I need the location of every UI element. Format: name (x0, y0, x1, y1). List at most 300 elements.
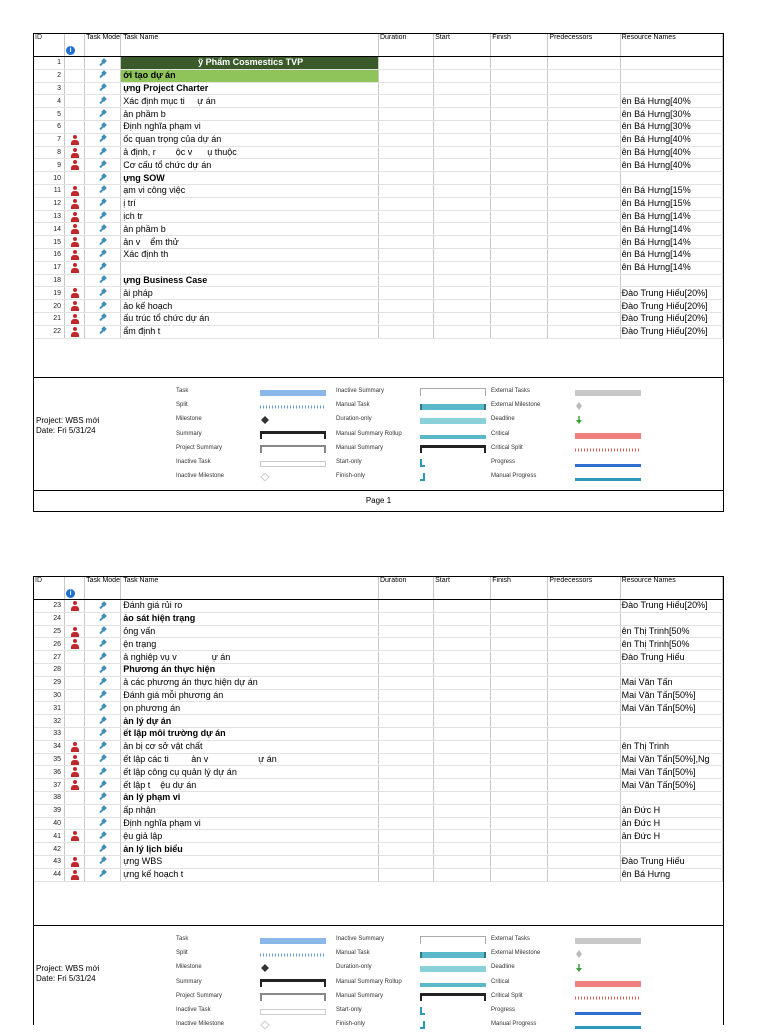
pred-cell[interactable] (548, 184, 620, 197)
resource-names-cell[interactable]: ên Bá Hưng[15% (620, 184, 722, 197)
dur-cell[interactable] (378, 638, 433, 651)
dur-cell[interactable] (378, 108, 433, 121)
task-name-cell[interactable]: ựng WBS (121, 855, 379, 868)
fin-cell[interactable] (491, 804, 548, 817)
dur-cell[interactable] (378, 184, 433, 197)
task-name-cell[interactable]: ả nghiệp vụ v ự án (121, 651, 379, 664)
resource-names-cell[interactable] (620, 727, 722, 740)
dur-cell[interactable] (378, 689, 433, 702)
pred-cell[interactable] (548, 625, 620, 638)
dur-cell[interactable] (378, 69, 433, 82)
dur-cell[interactable] (378, 817, 433, 830)
dur-cell[interactable] (378, 120, 433, 133)
start-cell[interactable] (434, 804, 491, 817)
fin-cell[interactable] (491, 638, 548, 651)
resource-names-cell[interactable]: Mai Văn Tấn[50%] (620, 689, 722, 702)
dur-cell[interactable] (378, 715, 433, 728)
task-name-cell[interactable]: Đánh giá rủi ro (121, 600, 379, 613)
pred-cell[interactable] (548, 223, 620, 236)
pred-cell[interactable] (548, 261, 620, 274)
resource-names-cell[interactable] (620, 791, 722, 804)
start-cell[interactable] (434, 274, 491, 287)
table-row[interactable] (34, 133, 723, 146)
table-row[interactable] (34, 261, 723, 274)
fin-cell[interactable] (491, 868, 548, 881)
table-row[interactable] (34, 663, 723, 676)
task-name-cell[interactable]: ịch tr (121, 210, 379, 223)
resource-names-cell[interactable]: Đào Trung Hiếu (620, 651, 722, 664)
table-row[interactable] (34, 715, 723, 728)
table-row[interactable] (34, 300, 723, 313)
start-cell[interactable] (434, 817, 491, 830)
dur-cell[interactable] (378, 753, 433, 766)
start-cell[interactable] (434, 312, 491, 325)
pred-cell[interactable] (548, 248, 620, 261)
table-row[interactable] (34, 676, 723, 689)
start-cell[interactable] (434, 133, 491, 146)
fin-cell[interactable] (491, 184, 548, 197)
fin-cell[interactable] (491, 159, 548, 172)
start-cell[interactable] (434, 663, 491, 676)
task-name-cell[interactable]: ản phầm b (121, 223, 379, 236)
pred-cell[interactable] (548, 95, 620, 108)
start-cell[interactable] (434, 766, 491, 779)
dur-cell[interactable] (378, 779, 433, 792)
start-cell[interactable] (434, 69, 491, 82)
fin-cell[interactable] (491, 625, 548, 638)
resource-names-cell[interactable]: ên Bá Hưng[40% (620, 133, 722, 146)
start-cell[interactable] (434, 261, 491, 274)
dur-cell[interactable] (378, 740, 433, 753)
table-row[interactable] (34, 702, 723, 715)
resource-names-cell[interactable]: ên Bá Hưng[40% (620, 146, 722, 159)
pred-cell[interactable] (548, 817, 620, 830)
pred-cell[interactable] (548, 868, 620, 881)
pred-cell[interactable] (548, 676, 620, 689)
fin-cell[interactable] (491, 210, 548, 223)
start-cell[interactable] (434, 197, 491, 210)
start-cell[interactable] (434, 612, 491, 625)
start-cell[interactable] (434, 95, 491, 108)
table-row[interactable] (34, 159, 723, 172)
dur-cell[interactable] (378, 274, 433, 287)
task-name-cell[interactable]: ết lập các ti ản v ự án (121, 753, 379, 766)
task-name-cell[interactable]: ỹ Phẩm Cosmestics TVP (121, 57, 379, 70)
fin-cell[interactable] (491, 817, 548, 830)
task-name-cell[interactable]: ới tạo dự án (121, 69, 379, 82)
task-name-cell[interactable]: ựng SOW (121, 172, 379, 185)
resource-names-cell[interactable] (620, 82, 722, 95)
fin-cell[interactable] (491, 108, 548, 121)
pred-cell[interactable] (548, 753, 620, 766)
dur-cell[interactable] (378, 843, 433, 856)
resource-names-cell[interactable]: Mai Văn Tấn[50%] (620, 779, 722, 792)
fin-cell[interactable] (491, 600, 548, 613)
task-name-cell[interactable]: ảo kế hoạch (121, 300, 379, 313)
start-cell[interactable] (434, 600, 491, 613)
start-cell[interactable] (434, 727, 491, 740)
table-row[interactable] (34, 625, 723, 638)
start-cell[interactable] (434, 287, 491, 300)
fin-cell[interactable] (491, 300, 548, 313)
start-cell[interactable] (434, 159, 491, 172)
fin-cell[interactable] (491, 791, 548, 804)
pred-cell[interactable] (548, 612, 620, 625)
resource-names-cell[interactable]: ên Thị Trinh (620, 740, 722, 753)
table-row[interactable] (34, 600, 723, 613)
table-row[interactable] (34, 312, 723, 325)
dur-cell[interactable] (378, 325, 433, 338)
resource-names-cell[interactable] (620, 69, 722, 82)
resource-names-cell[interactable]: Đào Trung Hiếu[20%] (620, 600, 722, 613)
fin-cell[interactable] (491, 855, 548, 868)
resource-names-cell[interactable]: ên Bá Hưng[40% (620, 95, 722, 108)
pred-cell[interactable] (548, 120, 620, 133)
dur-cell[interactable] (378, 830, 433, 843)
task-name-cell[interactable]: ạm vi công việc (121, 184, 379, 197)
pred-cell[interactable] (548, 638, 620, 651)
pred-cell[interactable] (548, 210, 620, 223)
fin-cell[interactable] (491, 779, 548, 792)
fin-cell[interactable] (491, 133, 548, 146)
resource-names-cell[interactable]: Mai Văn Tấn[50%],Ng (620, 753, 722, 766)
resource-names-cell[interactable]: ên Bá Hưng[40% (620, 159, 722, 172)
task-name-cell[interactable]: ả định, r ộc v ụ thuộc (121, 146, 379, 159)
resource-names-cell[interactable] (620, 612, 722, 625)
dur-cell[interactable] (378, 791, 433, 804)
table-row[interactable] (34, 108, 723, 121)
start-cell[interactable] (434, 753, 491, 766)
table-row[interactable] (34, 69, 723, 82)
start-cell[interactable] (434, 184, 491, 197)
dur-cell[interactable] (378, 261, 433, 274)
start-cell[interactable] (434, 638, 491, 651)
resource-names-cell[interactable]: Mai Văn Tấn[50%] (620, 702, 722, 715)
dur-cell[interactable] (378, 676, 433, 689)
fin-cell[interactable] (491, 702, 548, 715)
fin-cell[interactable] (491, 753, 548, 766)
start-cell[interactable] (434, 146, 491, 159)
resource-names-cell[interactable]: ên Bá Hưng[30% (620, 120, 722, 133)
pred-cell[interactable] (548, 689, 620, 702)
fin-cell[interactable] (491, 676, 548, 689)
task-name-cell[interactable]: ản phầm b (121, 108, 379, 121)
pred-cell[interactable] (548, 159, 620, 172)
task-name-cell[interactable] (121, 261, 379, 274)
resource-names-cell[interactable]: ản Đức H (620, 804, 722, 817)
pred-cell[interactable] (548, 843, 620, 856)
start-cell[interactable] (434, 791, 491, 804)
pred-cell[interactable] (548, 804, 620, 817)
task-name-cell[interactable]: ẩm định t (121, 325, 379, 338)
table-row[interactable] (34, 727, 723, 740)
pred-cell[interactable] (548, 663, 620, 676)
table-row[interactable] (34, 855, 723, 868)
dur-cell[interactable] (378, 612, 433, 625)
table-row[interactable] (34, 740, 723, 753)
pred-cell[interactable] (548, 855, 620, 868)
table-row[interactable] (34, 172, 723, 185)
dur-cell[interactable] (378, 197, 433, 210)
start-cell[interactable] (434, 715, 491, 728)
task-name-cell[interactable]: Định nghĩa phạm vi (121, 817, 379, 830)
task-name-cell[interactable]: ết lập môi trường dự án (121, 727, 379, 740)
start-cell[interactable] (434, 325, 491, 338)
fin-cell[interactable] (491, 663, 548, 676)
dur-cell[interactable] (378, 727, 433, 740)
pred-cell[interactable] (548, 146, 620, 159)
task-name-cell[interactable]: ải pháp (121, 287, 379, 300)
start-cell[interactable] (434, 57, 491, 70)
table-row[interactable] (34, 868, 723, 881)
dur-cell[interactable] (378, 95, 433, 108)
task-name-cell[interactable]: ản bị cơ sở vật chất (121, 740, 379, 753)
dur-cell[interactable] (378, 210, 433, 223)
pred-cell[interactable] (548, 172, 620, 185)
task-name-cell[interactable]: ết lập công cụ quản lý dự án (121, 766, 379, 779)
table-row[interactable] (34, 197, 723, 210)
resource-names-cell[interactable]: ên Thị Trinh[50% (620, 625, 722, 638)
task-name-cell[interactable]: ảo sát hiện trạng (121, 612, 379, 625)
task-name-cell[interactable]: ọn phương án (121, 702, 379, 715)
pred-cell[interactable] (548, 830, 620, 843)
table-row[interactable] (34, 223, 723, 236)
start-cell[interactable] (434, 676, 491, 689)
table-row[interactable] (34, 184, 723, 197)
pred-cell[interactable] (548, 779, 620, 792)
start-cell[interactable] (434, 855, 491, 868)
start-cell[interactable] (434, 740, 491, 753)
table-row[interactable] (34, 82, 723, 95)
table-row[interactable] (34, 248, 723, 261)
start-cell[interactable] (434, 82, 491, 95)
fin-cell[interactable] (491, 312, 548, 325)
pred-cell[interactable] (548, 197, 620, 210)
resource-names-cell[interactable] (620, 715, 722, 728)
dur-cell[interactable] (378, 625, 433, 638)
resource-names-cell[interactable]: Đào Trung Hiếu[20%] (620, 325, 722, 338)
task-name-cell[interactable]: ản lý dự án (121, 715, 379, 728)
task-name-cell[interactable]: ựng kế hoạch t (121, 868, 379, 881)
resource-names-cell[interactable]: ản Đức H (620, 817, 722, 830)
resource-names-cell[interactable]: Đào Trung Hiếu[20%] (620, 300, 722, 313)
fin-cell[interactable] (491, 689, 548, 702)
task-name-cell[interactable]: ệu giả lập (121, 830, 379, 843)
resource-names-cell[interactable]: ên Bá Hưng[14% (620, 210, 722, 223)
start-cell[interactable] (434, 843, 491, 856)
dur-cell[interactable] (378, 868, 433, 881)
task-name-cell[interactable]: Định nghĩa phạm vi (121, 120, 379, 133)
pred-cell[interactable] (548, 702, 620, 715)
table-row[interactable] (34, 287, 723, 300)
task-name-cell[interactable]: ị trí (121, 197, 379, 210)
start-cell[interactable] (434, 236, 491, 249)
fin-cell[interactable] (491, 82, 548, 95)
dur-cell[interactable] (378, 133, 433, 146)
resource-names-cell[interactable]: ên Bá Hưng (620, 868, 722, 881)
fin-cell[interactable] (491, 95, 548, 108)
task-name-cell[interactable]: ện trạng (121, 638, 379, 651)
resource-names-cell[interactable] (620, 172, 722, 185)
resource-names-cell[interactable]: ên Bá Hưng[14% (620, 248, 722, 261)
resource-names-cell[interactable]: ên Bá Hưng[30% (620, 108, 722, 121)
task-name-cell[interactable]: ấp nhận (121, 804, 379, 817)
resource-names-cell[interactable] (620, 57, 722, 70)
start-cell[interactable] (434, 868, 491, 881)
dur-cell[interactable] (378, 248, 433, 261)
pred-cell[interactable] (548, 727, 620, 740)
fin-cell[interactable] (491, 261, 548, 274)
table-row[interactable] (34, 325, 723, 338)
task-name-cell[interactable]: ản lý phạm vi (121, 791, 379, 804)
resource-names-cell[interactable]: Mai Văn Tấn[50%] (620, 766, 722, 779)
pred-cell[interactable] (548, 766, 620, 779)
dur-cell[interactable] (378, 287, 433, 300)
resource-names-cell[interactable]: Đào Trung Hiếu[20%] (620, 312, 722, 325)
table-row[interactable] (34, 651, 723, 664)
dur-cell[interactable] (378, 223, 433, 236)
table-row[interactable] (34, 804, 723, 817)
resource-names-cell[interactable]: ên Bá Hưng[14% (620, 261, 722, 274)
fin-cell[interactable] (491, 766, 548, 779)
table-row[interactable] (34, 210, 723, 223)
dur-cell[interactable] (378, 663, 433, 676)
task-name-cell[interactable]: ốc quan trọng của dự án (121, 133, 379, 146)
pred-cell[interactable] (548, 69, 620, 82)
start-cell[interactable] (434, 120, 491, 133)
dur-cell[interactable] (378, 702, 433, 715)
task-name-cell[interactable]: Đánh giá mỗi phương án (121, 689, 379, 702)
fin-cell[interactable] (491, 287, 548, 300)
pred-cell[interactable] (548, 791, 620, 804)
task-name-cell[interactable]: ả các phương án thực hiện dự án (121, 676, 379, 689)
task-name-cell[interactable]: ản v ểm thử (121, 236, 379, 249)
task-name-cell[interactable]: Cơ cấu tổ chức dự án (121, 159, 379, 172)
dur-cell[interactable] (378, 312, 433, 325)
start-cell[interactable] (434, 779, 491, 792)
start-cell[interactable] (434, 702, 491, 715)
table-row[interactable] (34, 791, 723, 804)
start-cell[interactable] (434, 248, 491, 261)
resource-names-cell[interactable]: Đào Trung Hiếu[20%] (620, 287, 722, 300)
fin-cell[interactable] (491, 740, 548, 753)
fin-cell[interactable] (491, 223, 548, 236)
start-cell[interactable] (434, 223, 491, 236)
start-cell[interactable] (434, 625, 491, 638)
table-row[interactable] (34, 817, 723, 830)
dur-cell[interactable] (378, 57, 433, 70)
fin-cell[interactable] (491, 248, 548, 261)
task-name-cell[interactable]: Phương án thực hiện (121, 663, 379, 676)
resource-names-cell[interactable]: ên Bá Hưng[15% (620, 197, 722, 210)
task-name-cell[interactable]: ản lý lịch biểu (121, 843, 379, 856)
table-row[interactable] (34, 120, 723, 133)
fin-cell[interactable] (491, 236, 548, 249)
pred-cell[interactable] (548, 133, 620, 146)
start-cell[interactable] (434, 210, 491, 223)
dur-cell[interactable] (378, 651, 433, 664)
pred-cell[interactable] (548, 274, 620, 287)
table-row[interactable] (34, 753, 723, 766)
table-row[interactable] (34, 95, 723, 108)
resource-names-cell[interactable] (620, 843, 722, 856)
dur-cell[interactable] (378, 766, 433, 779)
table-row[interactable] (34, 612, 723, 625)
start-cell[interactable] (434, 830, 491, 843)
resource-names-cell[interactable] (620, 663, 722, 676)
resource-names-cell[interactable]: ản Đức H (620, 830, 722, 843)
start-cell[interactable] (434, 651, 491, 664)
fin-cell[interactable] (491, 197, 548, 210)
table-row[interactable] (34, 830, 723, 843)
pred-cell[interactable] (548, 108, 620, 121)
dur-cell[interactable] (378, 600, 433, 613)
table-row[interactable] (34, 146, 723, 159)
fin-cell[interactable] (491, 727, 548, 740)
pred-cell[interactable] (548, 312, 620, 325)
task-name-cell[interactable]: Xác định th (121, 248, 379, 261)
start-cell[interactable] (434, 300, 491, 313)
fin-cell[interactable] (491, 69, 548, 82)
dur-cell[interactable] (378, 172, 433, 185)
pred-cell[interactable] (548, 57, 620, 70)
task-name-cell[interactable]: ỏng vấn (121, 625, 379, 638)
pred-cell[interactable] (548, 715, 620, 728)
dur-cell[interactable] (378, 159, 433, 172)
resource-names-cell[interactable]: ên Bá Hưng[14% (620, 223, 722, 236)
fin-cell[interactable] (491, 612, 548, 625)
start-cell[interactable] (434, 172, 491, 185)
start-cell[interactable] (434, 689, 491, 702)
fin-cell[interactable] (491, 57, 548, 70)
fin-cell[interactable] (491, 325, 548, 338)
table-row[interactable] (34, 779, 723, 792)
pred-cell[interactable] (548, 600, 620, 613)
fin-cell[interactable] (491, 830, 548, 843)
table-row[interactable] (34, 57, 723, 70)
dur-cell[interactable] (378, 804, 433, 817)
start-cell[interactable] (434, 108, 491, 121)
pred-cell[interactable] (548, 740, 620, 753)
pred-cell[interactable] (548, 300, 620, 313)
table-row[interactable] (34, 638, 723, 651)
resource-names-cell[interactable]: ên Bá Hưng[14% (620, 236, 722, 249)
task-name-cell[interactable]: ấu trúc tổ chức dự án (121, 312, 379, 325)
fin-cell[interactable] (491, 715, 548, 728)
task-name-cell[interactable]: Xác định mục ti ự án (121, 95, 379, 108)
pred-cell[interactable] (548, 82, 620, 95)
task-name-cell[interactable]: ết lập t ệu dự án (121, 779, 379, 792)
task-name-cell[interactable]: ựng Business Case (121, 274, 379, 287)
resource-names-cell[interactable]: Đào Trung Hiếu (620, 855, 722, 868)
dur-cell[interactable] (378, 855, 433, 868)
pred-cell[interactable] (548, 651, 620, 664)
fin-cell[interactable] (491, 274, 548, 287)
fin-cell[interactable] (491, 172, 548, 185)
fin-cell[interactable] (491, 843, 548, 856)
fin-cell[interactable] (491, 146, 548, 159)
dur-cell[interactable] (378, 146, 433, 159)
resource-names-cell[interactable]: Mai Văn Tấn (620, 676, 722, 689)
pred-cell[interactable] (548, 287, 620, 300)
table-row[interactable] (34, 766, 723, 779)
pred-cell[interactable] (548, 236, 620, 249)
dur-cell[interactable] (378, 82, 433, 95)
task-name-cell[interactable]: ựng Project Charter (121, 82, 379, 95)
dur-cell[interactable] (378, 300, 433, 313)
dur-cell[interactable] (378, 236, 433, 249)
resource-names-cell[interactable]: ên Thị Trinh[50% (620, 638, 722, 651)
